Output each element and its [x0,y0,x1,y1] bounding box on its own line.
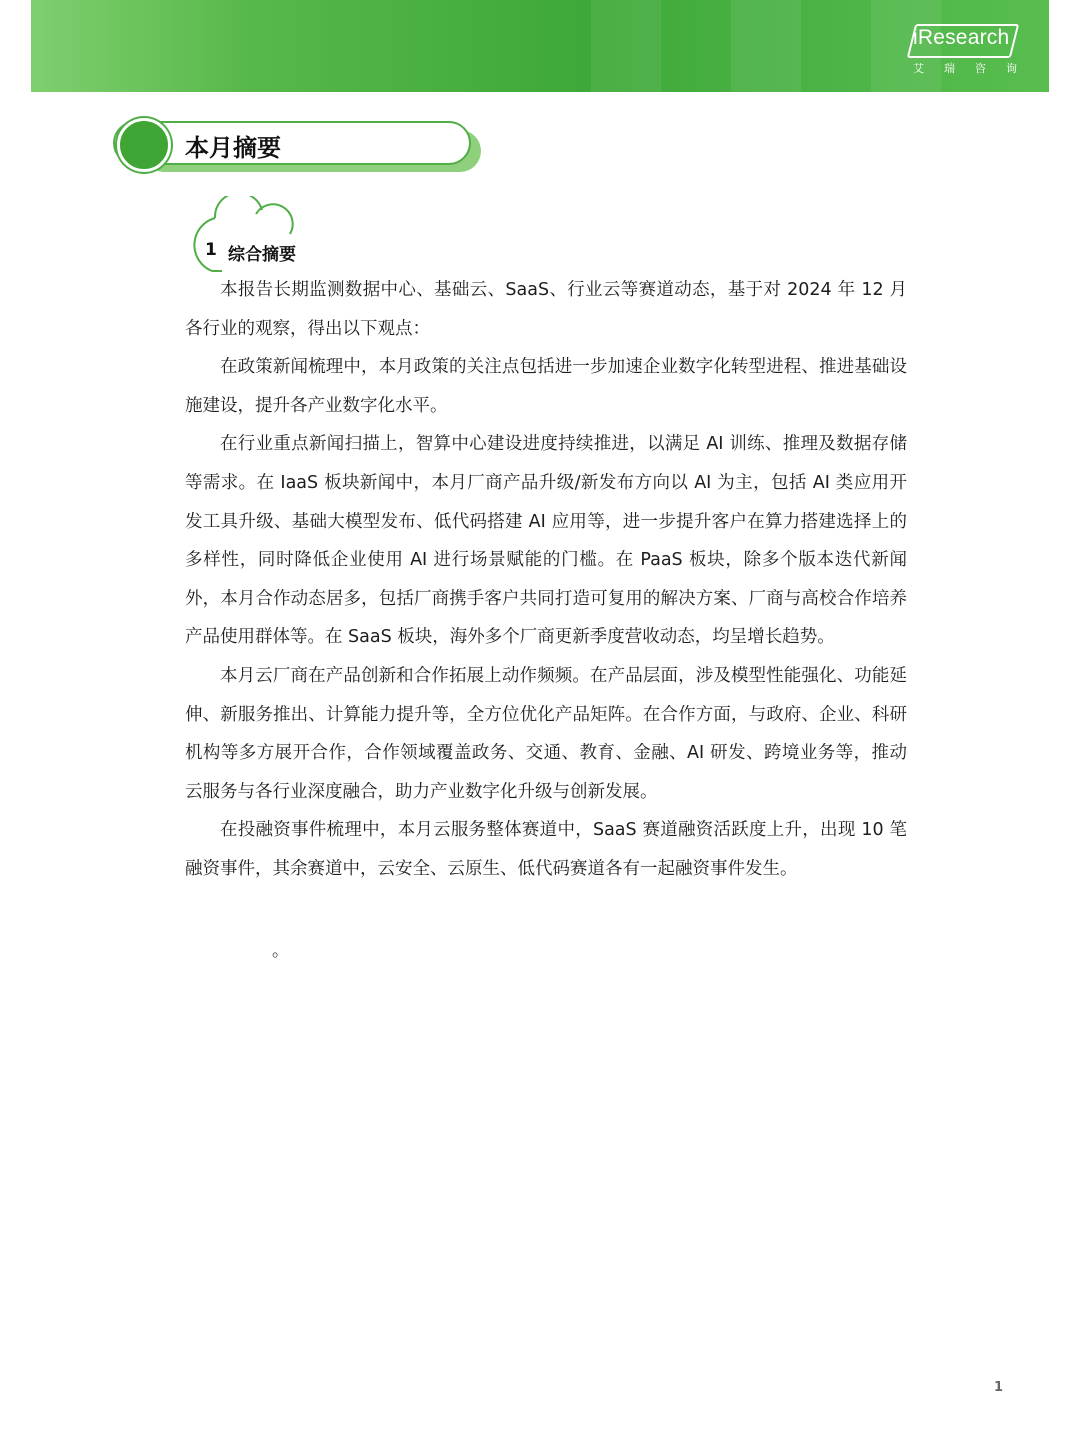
section-title-pill [113,118,483,176]
paragraph: 本月云厂商在产品创新和合作拓展上动作频频。在产品层面，涉及模型性能强化、功能延伸、新服务推出、计算能力提升等，全方位优化产品矩阵。在合作方面，与政府、企业、科研机构等多方展开合作，合作领域覆盖政务、交通、教育、金融、AI 研发、跨境业务等，推动云服务与各行业深度融合，助力产业数字化升级与创新发展。 [185,665,907,802]
logo-char: 瑞 [944,62,955,75]
paragraph: 在行业重点新闻扫描上，智算中心建设进度持续推进，以满足 AI 训练、推理及数据存储等需求。在 IaaS 板块新闻中，本月厂商产品升级/新发布方向以 AI 为主，包括 AI 类应用开发工具升级、基础大模型发布、低代码搭建 AI 应用等，进一步提升客户在算力搭建选择上的多样性，同时降低企业使用 AI 进行场景赋能的门槛。在 PaaS 板块，除多个版本迭代新闻外，本月合作动态居多，包括厂商携手客户共同打造可复用的解决方案、厂商与高校合作培养产品使用群体等。在 SaaS 板块，海外多个厂商更新季度营收动态，均呈增长趋势。 [185,434,907,648]
logo-char: 咨 [975,62,986,75]
subsection-number: 1 [205,240,217,260]
logo-text: iResearch [913,26,1010,49]
banner-stripe [591,0,661,92]
section-title: 本月摘要 [185,134,281,162]
paragraph: 在政策新闻梳理中，本月政策的关注点包括进一步加速企业数字化转型进程、推进基础设施建设，提升各产业数字化水平。 [185,357,907,416]
pill-circle-icon [117,118,171,172]
subsection-heading [182,196,382,276]
logo-char: 艾 [913,62,924,75]
header-banner [31,0,1049,92]
paragraph: 在投融资事件梳理中，本月云服务整体赛道中，SaaS 赛道融资活跃度上升，出现 10 笔融资事件，其余赛道中，云安全、云原生、低代码赛道各有一起融资事件发生。 [185,820,907,879]
subsection-title: 综合摘要 [228,245,296,265]
paragraph: 本报告长期监测数据中心、基础云、SaaS、行业云等赛道动态，基于对 2024 年 12 月各行业的观察，得出以下观点： [185,280,907,339]
summary-body [185,271,907,889]
logo-chinese [913,60,1017,76]
stray-punctuation: 。 [272,941,289,961]
logo-char: 询 [1006,62,1017,75]
banner-stripe [731,0,801,92]
page-number: 1 [994,1380,1004,1395]
iresearch-logo [911,20,1019,80]
